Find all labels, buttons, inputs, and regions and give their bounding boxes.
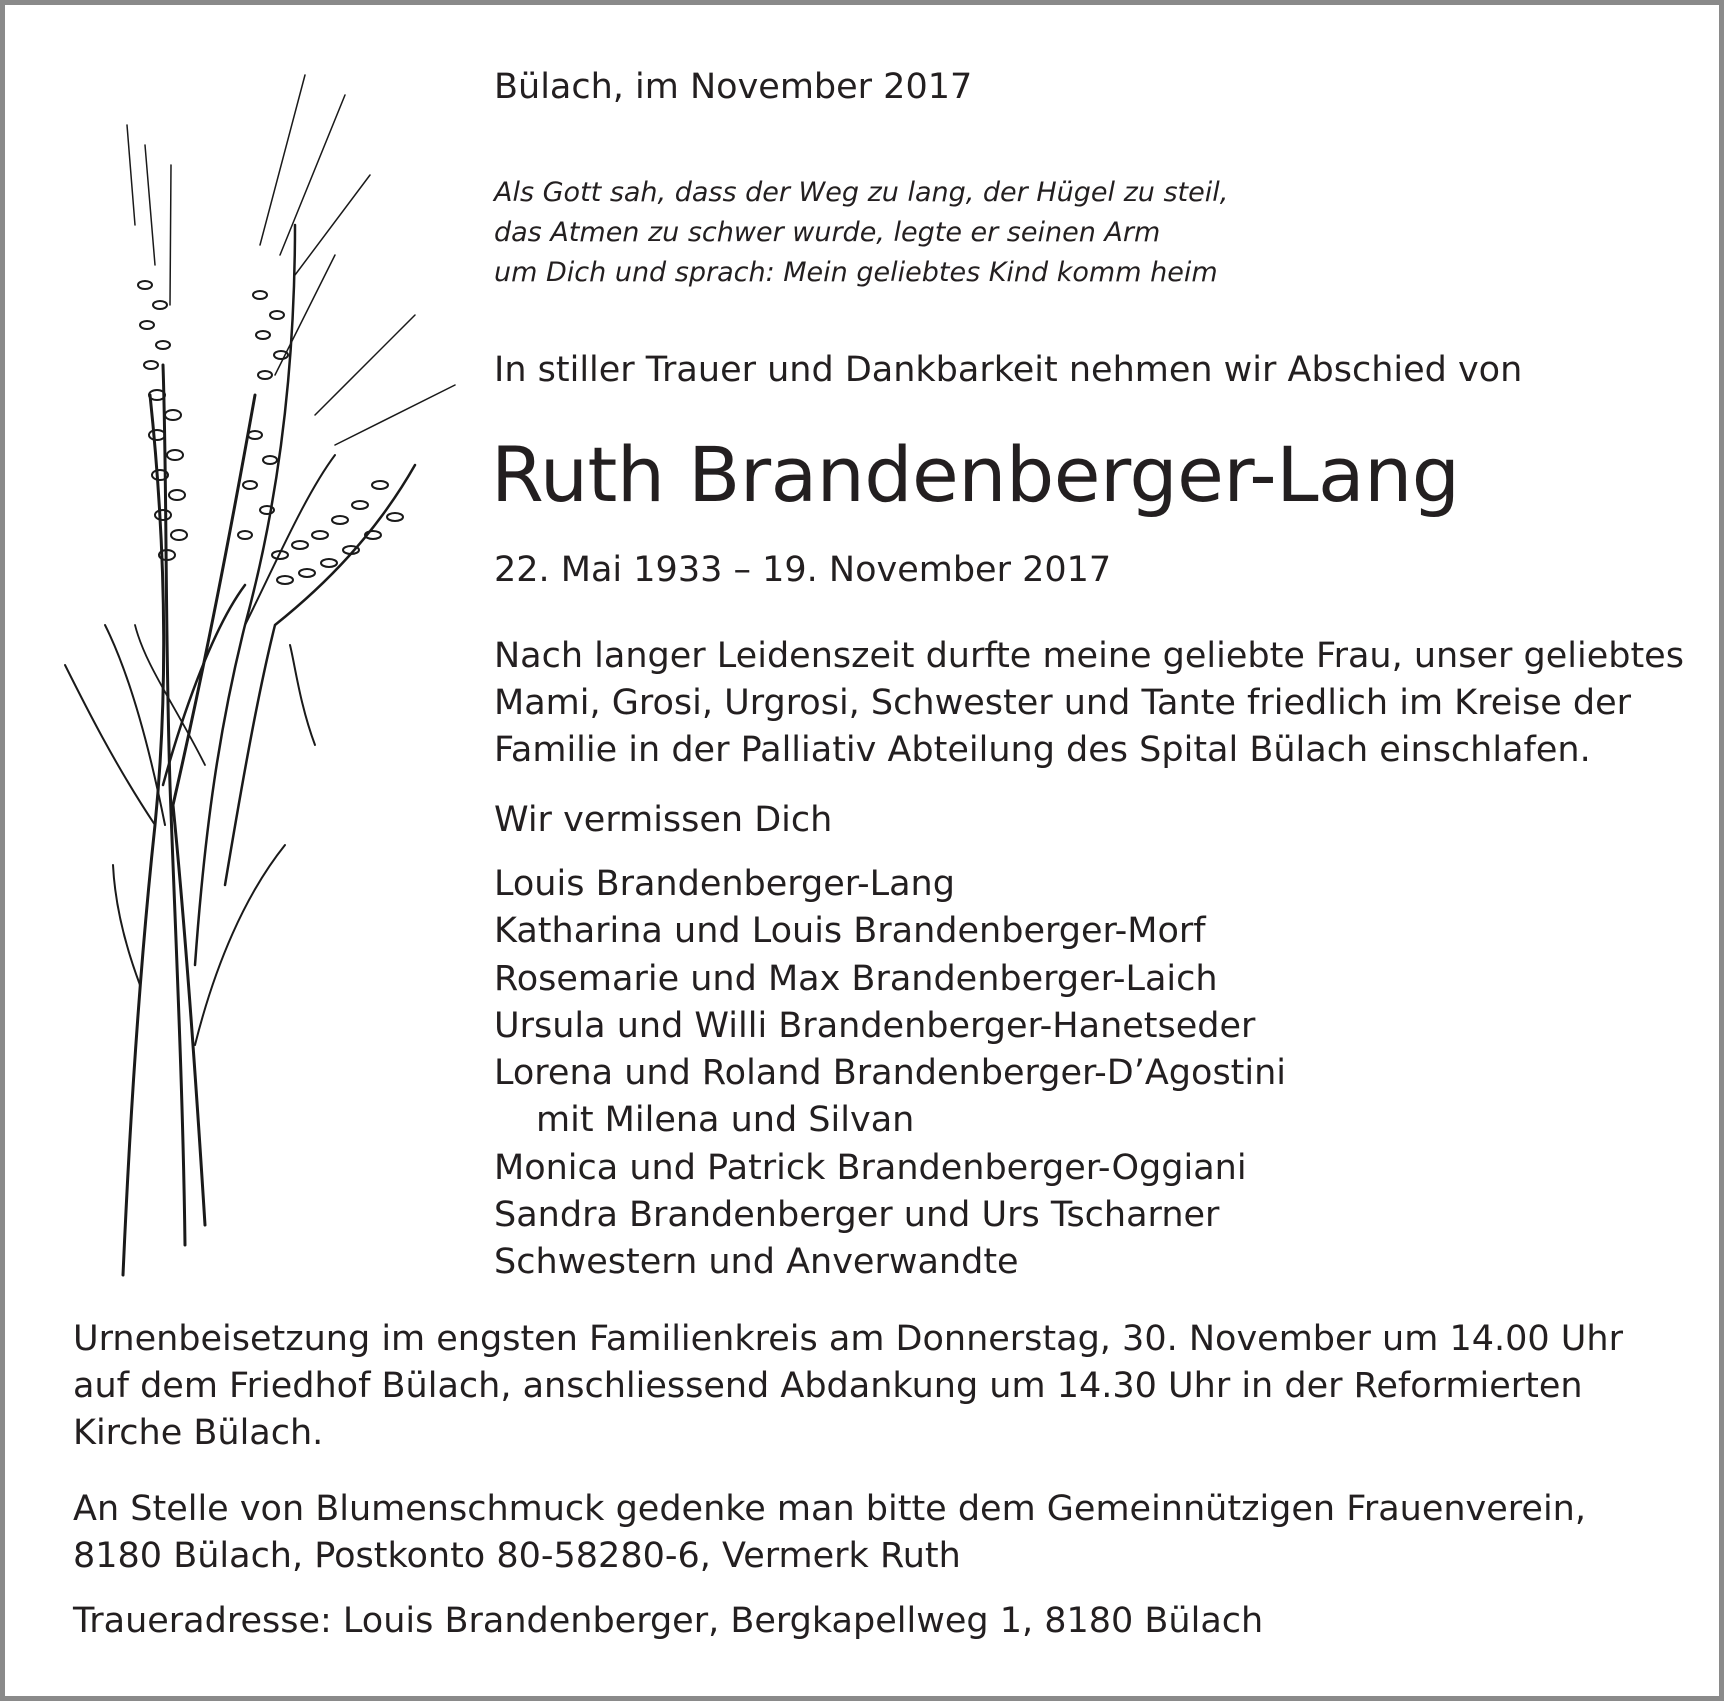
wheat-illustration-icon [45,65,465,1285]
mourner: Lorena und Roland Brandenberger-D’Agostini [494,1053,1287,1094]
mourner: Schwestern und Anverwandte [494,1242,1019,1283]
poem-line: um Dich und sprach: Mein geliebtes Kind komm heim [494,257,1218,288]
donation-line: 8180 Bülach, Postkonto 80-58280-6, Vermerk Ruth [73,1536,961,1576]
death-message [494,633,1684,774]
mourners-list [494,861,1286,1287]
mourning-address: Traueradresse: Louis Brandenberger, Bergkapellweg 1, 8180 Bülach [73,1601,1264,1641]
message-line: Nach langer Leidenszeit durfte meine geliebte Frau, unser geliebtes [494,636,1684,676]
miss-you-text: Wir vermissen Dich [494,800,833,840]
funeral-line: Kirche Bülach. [73,1413,324,1453]
mourner: Katharina und Louis Brandenberger-Morf [494,911,1206,952]
funeral-line: auf dem Friedhof Bülach, anschliessend Abdankung um 14.30 Uhr in der Reformierten [73,1366,1583,1406]
message-line: Mami, Grosi, Urgrosi, Schwester und Tante friedlich im Kreise der [494,683,1632,723]
funeral-info [73,1316,1623,1457]
donation-line: An Stelle von Blumenschmuck gedenke man bitte dem Gemeinnützigen Frauenverein, [73,1489,1586,1529]
mourner: Monica und Patrick Brandenberger-Oggiani [494,1147,1247,1188]
message-line: Familie in der Palliativ Abteilung des Spital Bülach einschlafen. [494,730,1591,770]
place-date: Bülach, im November 2017 [494,67,973,107]
poem-line: das Atmen zu schwer wurde, legte er seinen Arm [494,217,1161,248]
donation-info [73,1486,1586,1580]
deceased-name: Ruth Brandenberger-Lang [491,430,1460,519]
mourner: Rosemarie und Max Brandenberger-Laich [494,958,1218,999]
poem [494,173,1228,293]
life-dates: 22. Mai 1933 – 19. November 2017 [494,550,1112,590]
intro-text: In stiller Trauer und Dankbarkeit nehmen wir Abschied von [494,350,1523,390]
mourner: Ursula und Willi Brandenberger-Hanetseder [494,1005,1256,1046]
mourner: mit Milena und Silvan [536,1100,915,1141]
mourner: Louis Brandenberger-Lang [494,864,955,904]
mourner: Sandra Brandenberger und Urs Tscharner [494,1195,1220,1236]
poem-line: Als Gott sah, dass der Weg zu lang, der Hügel zu steil, [494,177,1229,208]
funeral-line: Urnenbeisetzung im engsten Familienkreis am Donnerstag, 30. November um 14.00 Uhr [73,1319,1623,1359]
